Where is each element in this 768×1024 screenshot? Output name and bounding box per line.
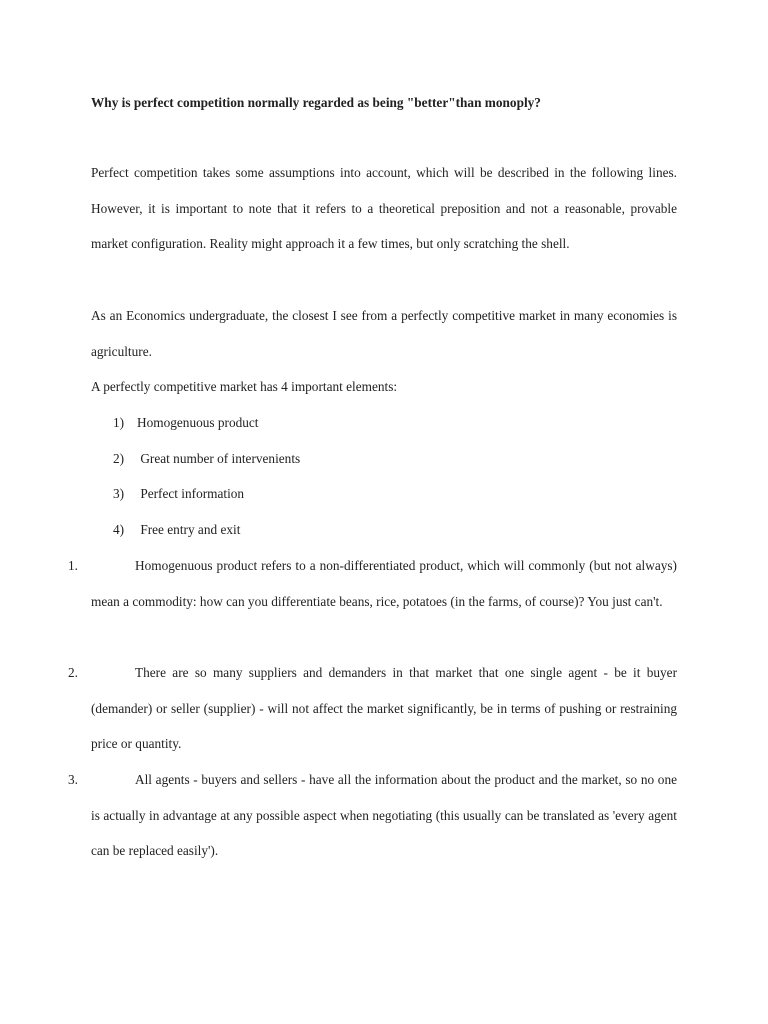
list-item xyxy=(113,476,300,512)
explanation-item xyxy=(68,762,677,869)
explanation-number: 2. xyxy=(68,665,78,680)
list-item-number: 3) xyxy=(113,486,125,502)
explanation-text: Homogenuous product refers to a non-differentiated product, which will commonly (but not always) mean a commodity: how can you differentiate beans, rice, potatoes (in the farms, of course)? You just can't. xyxy=(91,558,677,609)
explanation-number: 1. xyxy=(68,558,78,573)
explanation-number: 3. xyxy=(68,772,78,787)
list-item-number: 4) xyxy=(113,521,125,537)
document-title: Why is perfect competition normally regarded as being "better"than monoply? xyxy=(91,95,541,110)
list-item-text: Great number of intervenients xyxy=(137,450,301,466)
explanation-text: All agents - buyers and sellers - have all the information about the product and the market, so no one is actually in advantage at any possible aspect when negotiating (this usually can be translated as 'every agent can be replaced easily'). xyxy=(91,772,677,859)
explanation-item xyxy=(68,655,677,762)
list-item xyxy=(113,512,300,548)
list-item xyxy=(113,405,300,441)
paragraph-intro: Perfect competition takes some assumptions into account, which will be described in the following lines. However, it is important to note that it refers to a theoretical preposition and not a reasonable, provable market configuration. Reality might approach it a few times, but only scratching the shell. xyxy=(91,165,677,252)
list-item-number: 2) xyxy=(113,450,125,466)
list-item xyxy=(113,441,300,477)
elements-list xyxy=(113,405,300,547)
explanation-item xyxy=(68,548,677,619)
paragraph-elements-intro: A perfectly competitive market has 4 important elements: xyxy=(91,379,398,394)
explanation-text: There are so many suppliers and demanders in that market that one single agent - be it buyer (demander) or seller (supplier) - will not affect the market significantly, be in terms of pushing or restraining price or quantity. xyxy=(91,665,677,752)
paragraph-agriculture: As an Economics undergraduate, the closest I see from a perfectly competitive market in many economies is agriculture. xyxy=(91,308,677,359)
list-item-text: Homogenuous product xyxy=(137,415,259,430)
list-item-text: Perfect information xyxy=(137,486,245,502)
list-item-number: 1) xyxy=(113,415,125,430)
list-item-text: Free entry and exit xyxy=(137,521,241,537)
